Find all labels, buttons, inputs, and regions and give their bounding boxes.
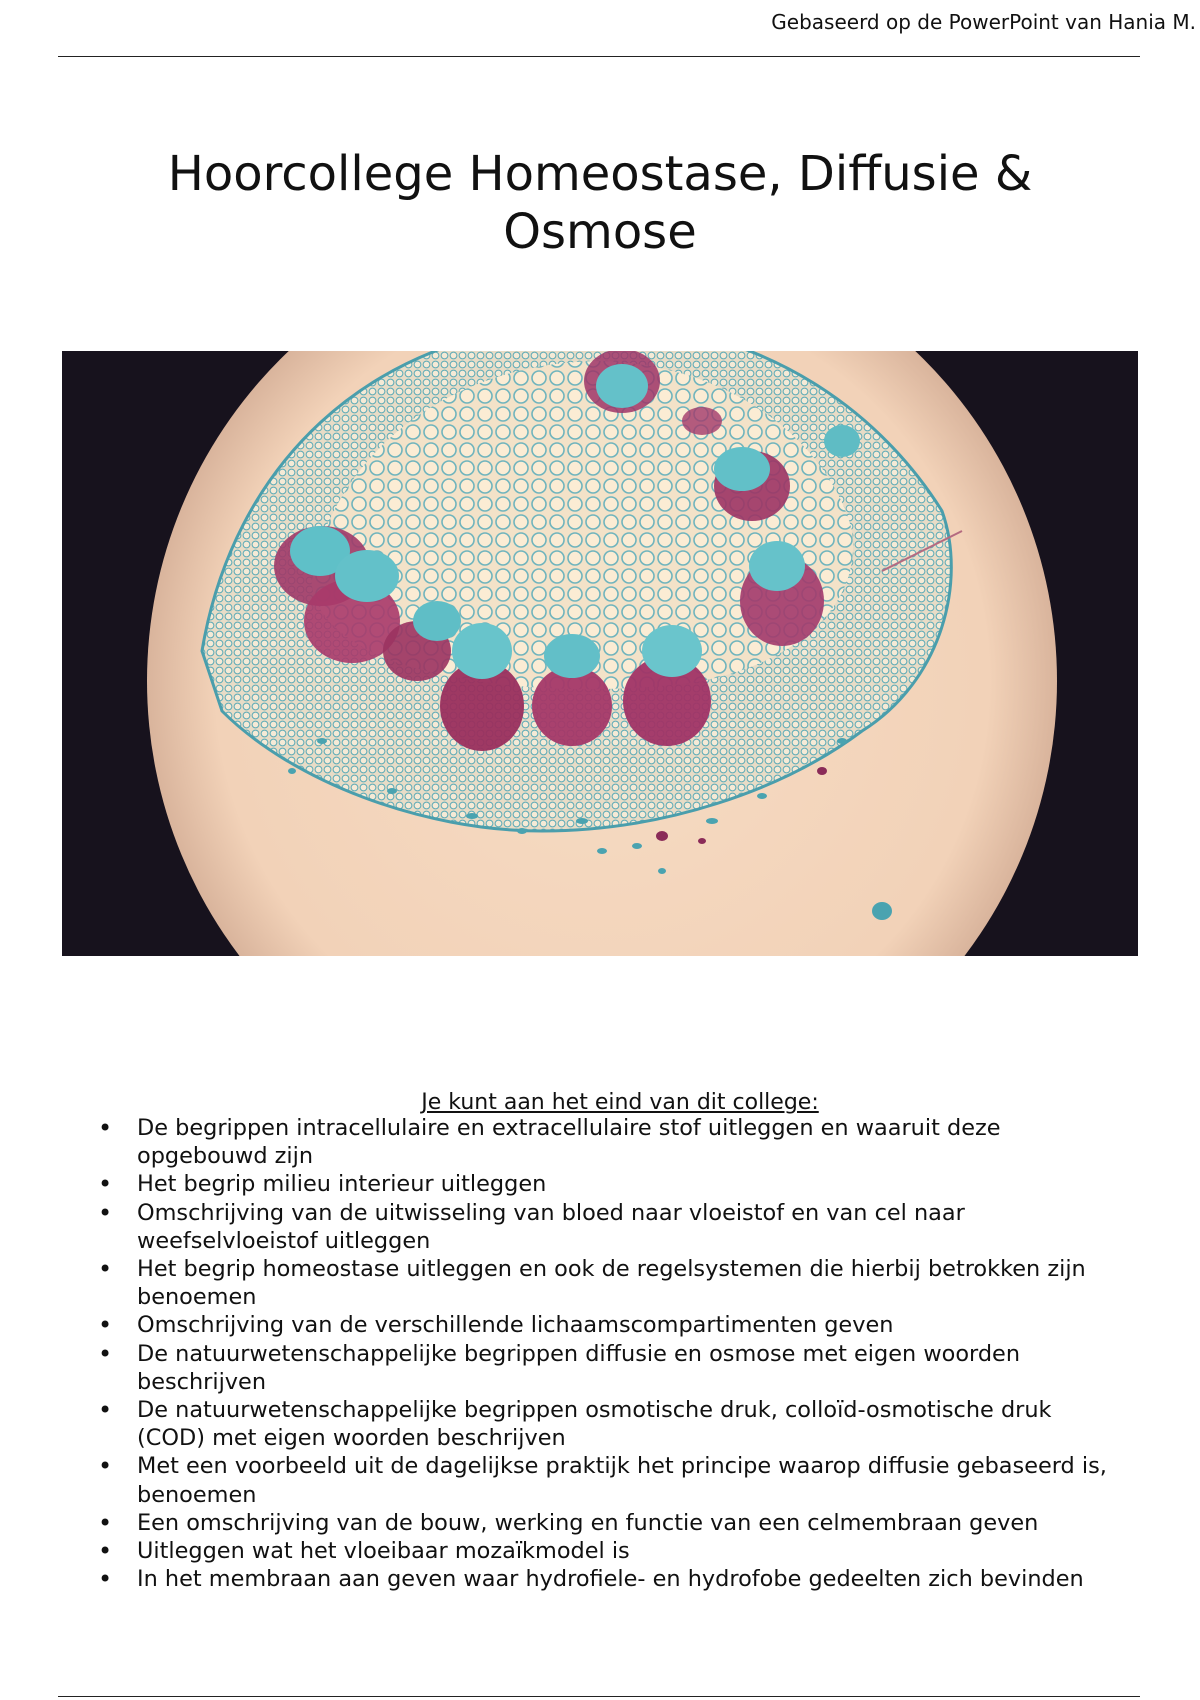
list-item: • De natuurwetenschappelijke begrippen osmotische druk, colloïd-osmotische druk (COD) met eigen woorden beschrijven — [94, 1396, 1124, 1452]
microscope-cross-section-image — [62, 351, 1138, 956]
list-item: • Het begrip homeostase uitleggen en ook de regelsystemen die hierbij betrokken zijn benoemen — [94, 1255, 1124, 1311]
header-attribution: Gebaseerd op de PowerPoint van Hania M. — [771, 10, 1196, 34]
list-item: • De begrippen intracellulaire en extracellulaire stof uitleggen en waaruit deze opgebouwd zijn — [94, 1114, 1124, 1170]
list-item: • De natuurwetenschappelijke begrippen diffusie en osmose met eigen woorden beschrijven — [94, 1340, 1124, 1396]
list-item: • Omschrijving van de uitwisseling van bloed naar vloeistof en van cel naar weefselvloeistof uitleggen — [94, 1199, 1124, 1255]
objectives-list — [94, 1114, 1124, 1593]
list-item: • Uitleggen wat het vloeibaar mozaïkmodel is — [94, 1537, 1124, 1565]
document-title: Hoorcollege Homeostase, Diffusie & Osmose — [167, 146, 1033, 260]
list-item: • In het membraan aan geven waar hydrofiele- en hydrofobe gedeelten zich bevinden — [94, 1565, 1124, 1593]
list-item: • Omschrijving van de verschillende lichaamscompartimenten geven — [94, 1311, 1124, 1339]
list-item: • Met een voorbeeld uit de dagelijkse praktijk het principe waarop diffusie gebaseerd is, benoemen — [94, 1452, 1124, 1508]
objectives-heading: Je kunt aan het eind van dit college: — [421, 1090, 819, 1115]
footer-divider — [58, 1696, 1140, 1697]
list-item: • Het begrip milieu interieur uitleggen — [94, 1170, 1124, 1198]
header-divider — [58, 56, 1140, 57]
objectives-clip — [0, 1114, 1200, 1612]
list-item: • Een omschrijving van de bouw, werking en functie van een celmembraan geven — [94, 1509, 1124, 1537]
